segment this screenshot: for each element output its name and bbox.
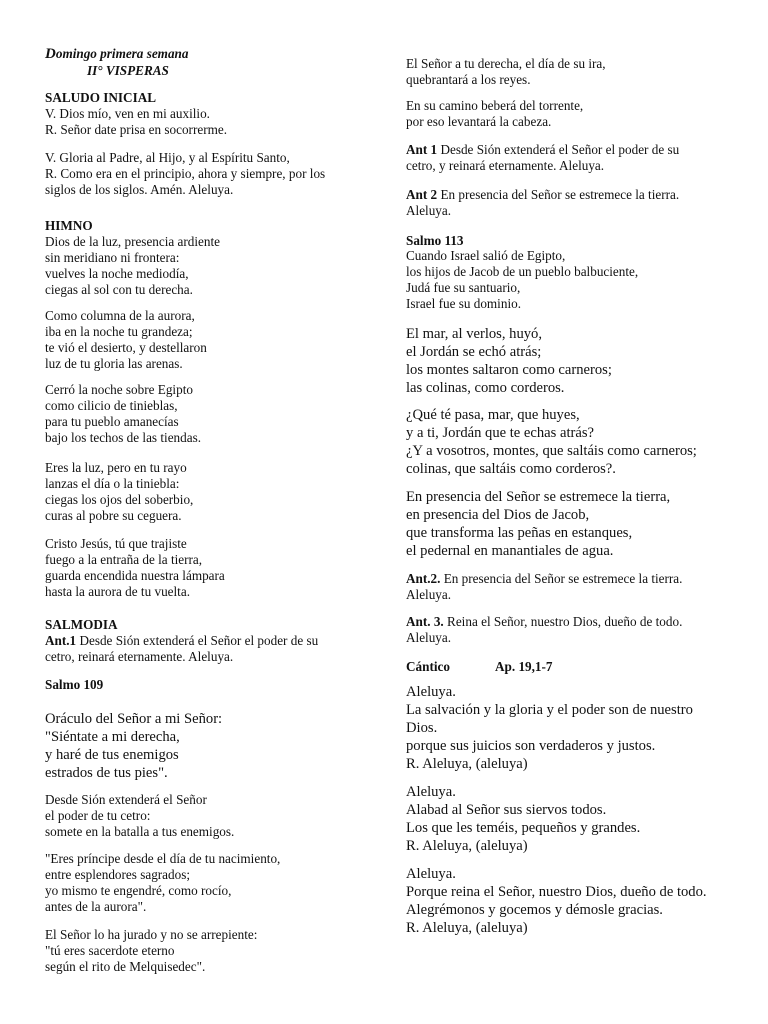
salmo-113-heading: Salmo 113 — [406, 233, 464, 248]
himno-stanza-4: Eres la luz, pero en tu rayo lanzas el día o la tiniebla: ciegas los ojos del soberbio, curas al pobre su ceguera. — [45, 460, 194, 523]
salmo-113-stanza-2: El mar, al verlos, huyó, el Jordán se echó atrás; los montes saltaron como carneros; las colinas, como corderos. — [406, 326, 612, 396]
cantico-stanza-2: Aleluya. Alabad al Señor sus siervos todos. Los que les teméis, pequeños y grandes. R. Aleluya, (aleluya) — [406, 784, 641, 854]
salmo-113-stanza-3: ¿Qué té pasa, mar, que huyes, y a ti, Jordán que te echas atrás? ¿Y a vosotros, montes, que saltáis como carneros; colinas, que saltáis como corderos?. — [406, 407, 697, 477]
page-subtitle: II° VISPERAS — [87, 63, 169, 78]
salmo-113-stanza-1: Cuando Israel salió de Egipto, los hijos de Jacob de un pueblo balbuciente, Judá fue su santuario, Israel fue su dominio. — [406, 248, 639, 311]
antiphon-text: En presencia del Señor se estremece la tierra. Aleluya. — [406, 187, 680, 218]
antiphon-label: Ant 2 — [406, 187, 438, 202]
cantico-stanza-1: Aleluya. La salvación y la gloria y el poder son de nuestro Dios. porque sus juicios son verdaderos y justos. R. Aleluya, (aleluya) — [406, 684, 693, 772]
salmo-109-stanza-3: "Eres príncipe desde el día de tu nacimiento, entre esplendores sagrados; yo mismo te engendré, como rocío, antes de la aurora". — [45, 851, 281, 914]
himno-stanza-2: Como columna de la aurora, iba en la noche tu grandeza; te vió el desierto, y destellaron luz de tu gloria las arenas. — [45, 308, 207, 371]
himno-heading: HIMNO — [45, 218, 93, 233]
antiphon-text: Reina el Señor, nuestro Dios, dueño de todo. Aleluya. — [406, 614, 683, 645]
salmo-109-stanza-1: Oráculo del Señor a mi Señor: "Siéntate a mi derecha, y haré de tus enemigos estrados de tus pies". — [45, 711, 223, 781]
antiphon-text: Desde Sión extenderá el Señor el poder de su cetro, y reinará eternamente. Aleluya. — [406, 142, 680, 173]
antiphon-2 — [406, 187, 679, 219]
antiphon-text: Desde Sión extenderá el Señor el poder de su cetro, reinará eternamente. Aleluya. — [45, 633, 319, 664]
saludo-verses-2: V. Gloria al Padre, al Hijo, y al Espíritu Santo, R. Como era en el principio, ahora y siempre, por los siglos de los siglos. Amén. Aleluya. — [45, 150, 326, 197]
antiphon-3 — [406, 614, 682, 646]
page-title — [45, 46, 188, 62]
saludo-verses-1: V. Dios mío, ven en mi auxilio. R. Señor date prisa en socorrerme. — [45, 106, 227, 137]
antiphon-1 — [45, 633, 318, 665]
salmo-109-verse-6: En su camino beberá del torrente, por eso levantará la cabeza. — [406, 98, 584, 129]
salmo-109-heading: Salmo 109 — [45, 677, 104, 692]
antiphon-label: Ant. 3. — [406, 614, 444, 629]
saludo-heading: SALUDO INICIAL — [45, 90, 157, 105]
salmo-109-stanza-4: El Señor lo ha jurado y no se arrepiente: "tú eres sacerdote eterno según el rito de Melquisedec". — [45, 927, 258, 974]
antiphon-label: Ant 1 — [406, 142, 438, 157]
title-initial: D — [45, 46, 56, 62]
antiphon-label: Ant.1 — [45, 633, 77, 648]
antiphon-2-repeat — [406, 571, 682, 603]
title-rest: omingo primera semana — [55, 46, 189, 61]
salmo-113-stanza-4: En presencia del Señor se estremece la tierra, en presencia del Dios de Jacob, que transforma las peñas en estanques, el pedernal en manantiales de agua. — [406, 489, 671, 559]
cantico-reference: Ap. 19,1-7 — [495, 659, 553, 674]
antiphon-1-repeat — [406, 142, 679, 174]
himno-stanza-1: Dios de la luz, presencia ardiente sin meridiano ni frontera: vuelves la noche mediodía, ciegas al sol con tu derecha. — [45, 234, 221, 297]
salmo-109-stanza-2: Desde Sión extenderá el Señor el poder de tu cetro: somete en la batalla a tus enemigos. — [45, 792, 235, 839]
salmodia-heading: SALMODIA — [45, 617, 118, 632]
cantico-stanza-3: Aleluya. Porque reina el Señor, nuestro Dios, dueño de todo. Alegrémonos y gocemos y démosle gracias. R. Aleluya, (aleluya) — [406, 866, 707, 936]
himno-stanza-3: Cerró la noche sobre Egipto como cilicio de tinieblas, para tu pueblo amanecías bajo los techos de las tiendas. — [45, 382, 202, 445]
antiphon-label: Ant.2. — [406, 571, 441, 586]
himno-stanza-5: Cristo Jesús, tú que trajiste fuego a la entraña de la tierra, guarda encendida nuestra lámpara hasta la aurora de tu vuelta. — [45, 536, 225, 599]
cantico-heading: Cántico — [406, 659, 450, 674]
antiphon-text: En presencia del Señor se estremece la tierra. Aleluya. — [406, 571, 683, 602]
salmo-109-verse-5: El Señor a tu derecha, el día de su ira, quebrantará a los reyes. — [406, 56, 606, 87]
